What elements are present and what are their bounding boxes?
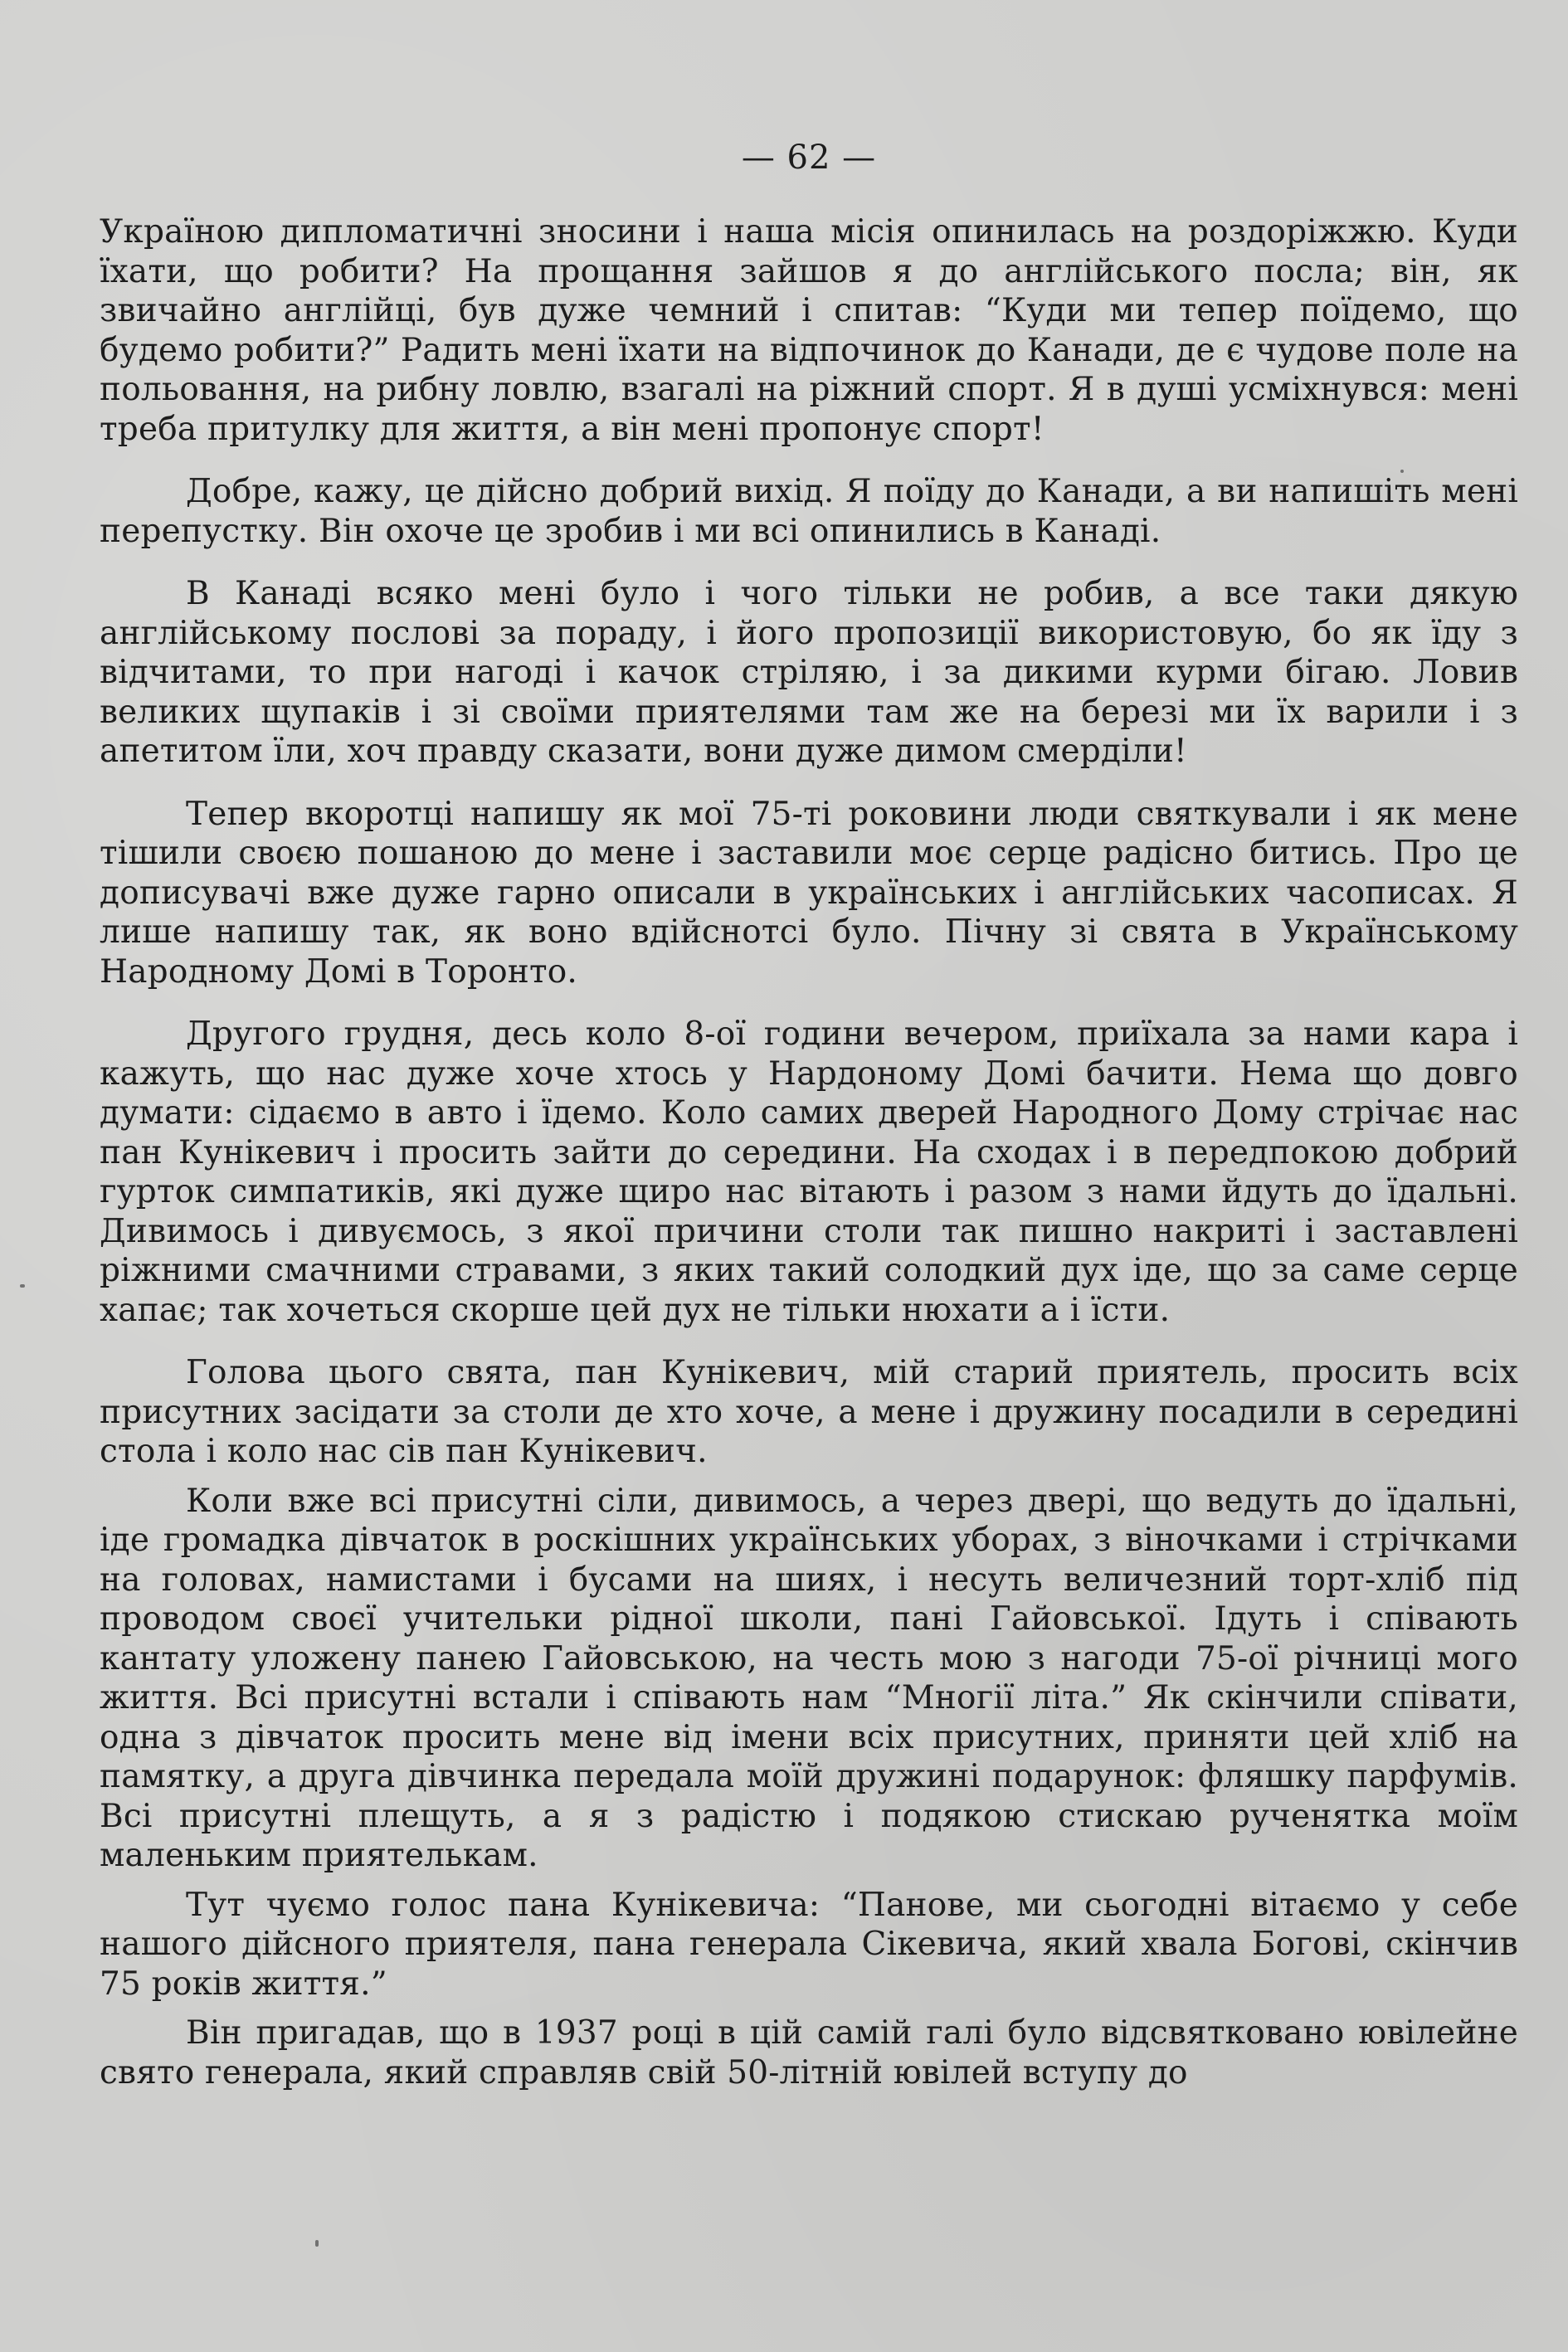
page-number: — 62 — <box>741 139 877 177</box>
paper-speck <box>20 1284 25 1288</box>
paragraph-8: Тут чуємо голос пана Кунікевича: “Панове, ми сьогодні вітаємо у себе нашого дійсного приятеля, пана генерала Сікевича, який хвала Богові, скінчив 75 років життя.” <box>100 1886 1518 2003</box>
paper-speck <box>315 2240 319 2247</box>
paragraph-3: В Канаді всяко мені було і чого тільки не робив, а все таки дякую англійському послові за пораду, і його пропозиції використовую, бо як їду з відчитами, то при нагоді і качок стріляю, і за дикими курми бігаю. Ловив великих щупаків і зі своїми приятелями там же на березі ми їх варили і з апетитом їли, хоч правду сказати, вони дуже димом смерділи! <box>100 575 1518 770</box>
paragraph-1: Україною дипломатичні зносини і наша місія опинилась на роздоріжжю. Куди їхати, що робити? На прощання зайшов я до англійського посла; він, як звичайно англійці, був дуже чемний і спитав: “Куди ми тепер поїдемо, що будемо робити?” Радить мені їхати на відпочинок до Канади, де є чудове поле на польовання, на рибну ловлю, взагалі на ріжний спорт. Я в душі усміхнувся: мені треба притулку для життя, а він мені пропонує спорт! <box>100 213 1518 448</box>
book-page <box>100 124 1518 2315</box>
paragraph-9: Він пригадав, що в 1937 році в цій самій галі було відсвятковано ювілейне свято генерала, який справляв свій 50-літній ювілей вступу до <box>100 2014 1518 2091</box>
paragraph-2: Добре, кажу, це дійсно добрий вихід. Я поїду до Канади, а ви напишіть мені перепустку. Він охоче це зробив і ми всі опинились в Канаді. <box>100 473 1518 550</box>
paper-speck <box>1400 470 1404 473</box>
paragraph-6: Голова цього свята, пан Кунікевич, мій старий приятель, просить всіх присутних засідати за столи де хто хоче, а мене і дружину посадили в середині стола і коло нас сів пан Кунікевич. <box>100 1354 1518 1470</box>
paragraph-7: Коли вже всі присутні сіли, дивимось, а через двері, що ведуть до їдальні, іде громадка дівчаток в роскішних українських уборах, з віночками і стрічками на головах, намистами і бусами на шиях, і несуть величезний торт-хліб під проводом своєї учительки рідної школи, пані Гайовської. Ідуть і співають кантату уложену панею Гайовською, на честь мою з нагоди 75-ої річниці мого життя. Всі присутні встали і співають нам “Многії літа.” Як скінчили співати, одна з дівчаток просить мене від імени всіх присутних, приняти цей хліб на памятку, а друга дівчинка передала моїй дружині подарунок: фляшку парфумів. Всі присутні плещуть, а я з радістю і подякою стискаю рученятка моїм маленьким приятелькам. <box>100 1482 1518 1874</box>
paragraph-4: Тепер вкоротці напишу як мої 75-ті роковини люди святкували і як мене тішили своєю пошаною до мене і заставили моє серце радісно битись. Про це дописувачі вже дуже гарно описали в українських і англійських часописах. Я лише напишу так, як воно вдійснотсі було. Пічну зі свята в Українському Народному Домі в Торонто. <box>100 795 1518 991</box>
paragraph-5: Другого грудня, десь коло 8-ої години вечером, приїхала за нами кара і кажуть, що нас дуже хоче хтось у Нардоному Домі бачити. Нема що довго думати: сідаємо в авто і їдемо. Коло самих дверей Народного Дому стрічає нас пан Кунікевич і просить зайти до середини. На сходах і в передпокою добрий гурток симпатиків, які дуже щиро нас вітають і разом з нами йдуть до їдальні. Дивимось і дивуємось, з якої причини столи так пишно накриті і заставлені ріжними смачними стравами, з яких такий солодкий дух іде, що за саме серце хапає; так хочеться скорше цей дух не тільки нюхати а і їсти. <box>100 1015 1518 1329</box>
